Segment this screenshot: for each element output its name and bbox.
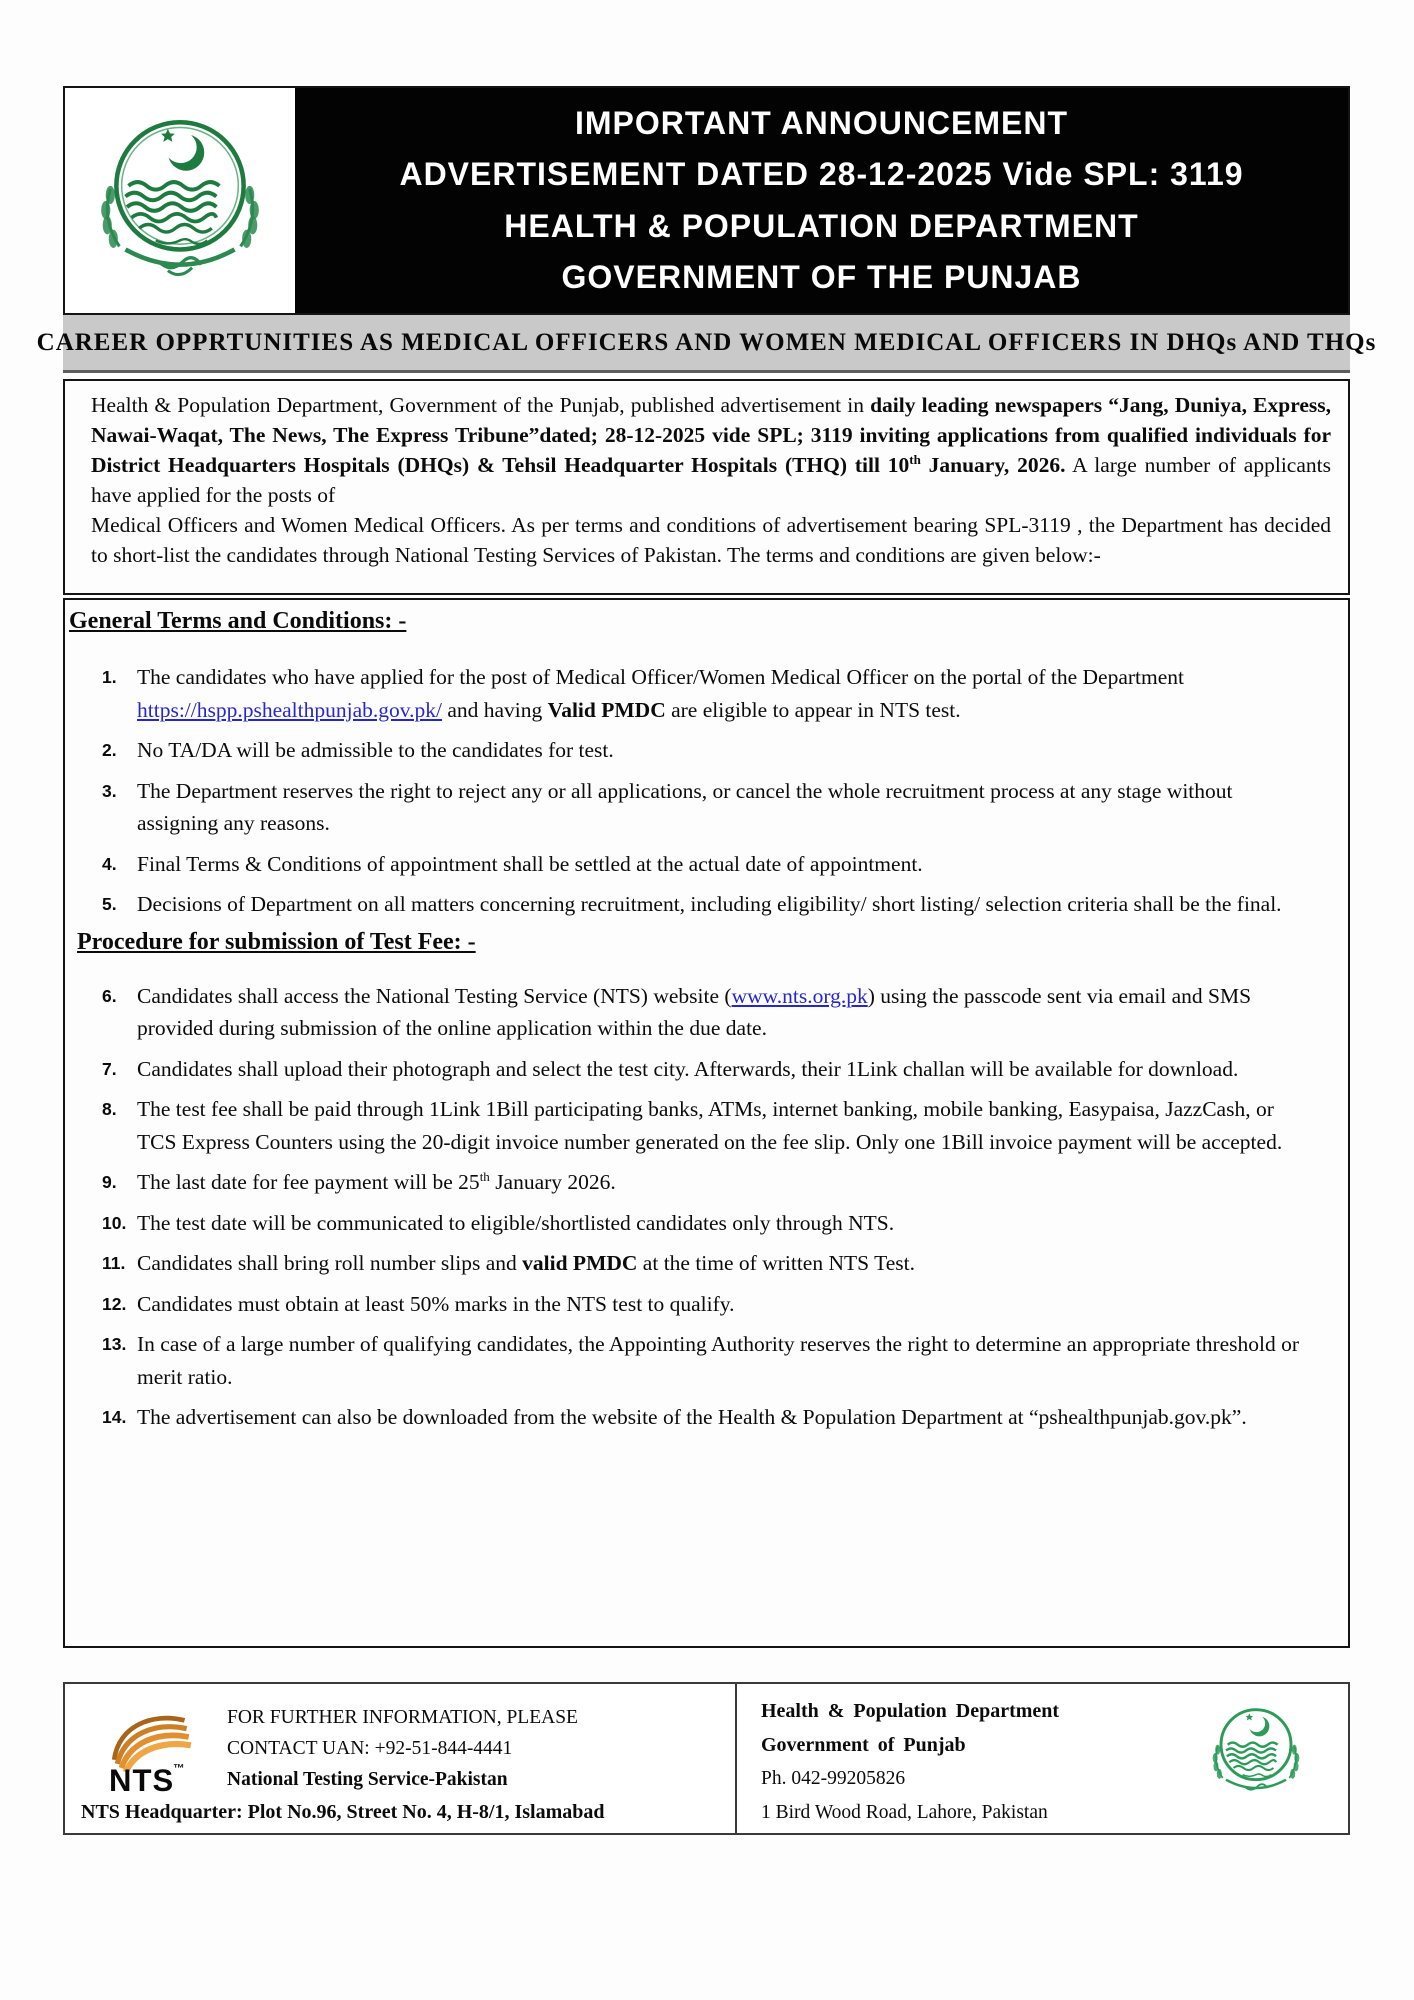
term-item [102,1053,1348,1086]
intro-paragraph [91,510,1331,570]
term-item [102,1288,1348,1321]
document-header [63,86,1350,315]
item-number: 13. [102,1334,127,1354]
term-text: The test fee shall be paid through 1Link 1Bill participating banks, ATMs, internet banking, mobile banking, Easypaisa, JazzCash, or TCS Express Counters using the 20-digit invoice number generated on the fee slip. Only one 1Bill invoice payment will be accepted. [137,1097,1283,1154]
item-number: 5. [102,894,117,914]
nts-headquarter-line: NTS Headquarter: Plot No.96, Street No. 4, H-8/1, Islamabad [81,1801,605,1823]
header-line: GOVERNMENT OF THE PUNJAB [561,258,1082,295]
nts-contact-lines [227,1702,578,1795]
item-number: 7. [102,1058,117,1079]
nts-contact-line: National Testing Service-Pakistan [227,1769,508,1790]
term-text: are eligible to appear in NTS test. [665,697,961,722]
intro-text: January, 2026. [920,453,1066,477]
item-number: 6. [102,985,117,1006]
nts-logo-icon [103,1708,203,1796]
item-number: 12. [102,1293,127,1314]
item-text [137,980,1317,1045]
term-item [102,1207,1348,1240]
item-text [137,1166,1317,1199]
item-number: 4. [102,853,117,874]
footer-department-cell [737,1684,1348,1833]
department-contact-line: 1 Bird Wood Road, Lahore, Pakistan [761,1802,1048,1823]
department-contact-line: Ph. 042-99205826 [761,1768,906,1789]
header-line: ADVERTISEMENT DATED 28-12-2025 Vide SPL: 3119 [399,156,1244,193]
term-text: The candidates who have applied for the post of Medical Officer/Women Medical Officer on the portal of the Department [137,665,1185,689]
term-text: Candidates must obtain at least 50% marks in the NTS test to qualify. [137,1291,735,1316]
item-number: 1. [102,667,117,687]
term-text: ) using the passcode sent via email and SMS provided during submission of the online application within the due date. [137,983,1252,1040]
item-text [137,1207,1317,1240]
procedure-list [65,956,1348,1434]
term-item [102,1328,1348,1393]
item-number: 14. [102,1407,127,1427]
term-text: January 2026. [489,1170,616,1194]
item-number: 8. [102,1099,117,1119]
intro-paragraph [91,390,1331,510]
item-number: 11. [102,1253,126,1273]
term-item [102,980,1348,1045]
item-number: 10. [102,1212,127,1233]
term-text: In case of a large number of qualifying candidates, the Appointing Authority reserves the right to determine an appropriate threshold or merit ratio. [137,1332,1300,1389]
footer-nts-cell [65,1684,737,1833]
header-line: IMPORTANT ANNOUNCEMENT [574,105,1069,142]
term-text: Candidates shall access the National Testing Service (NTS) website ( [137,983,732,1008]
term-link[interactable]: www.nts.org.pk [731,983,868,1008]
item-text [137,1328,1317,1393]
intro-paragraph-box [63,379,1350,595]
term-item [102,888,1348,921]
nts-contact-line: CONTACT UAN: +92-51-844-4441 [227,1738,513,1759]
item-number: 3. [102,780,117,801]
term-text: Candidates shall bring roll number slips and [137,1251,523,1275]
item-text [137,888,1317,921]
item-text [137,848,1317,881]
term-item [102,1401,1348,1434]
procedure-heading: Procedure for submission of Test Fee: - [77,928,476,955]
term-text: at the time of written NTS Test. [637,1251,915,1275]
item-text [137,1288,1317,1321]
item-text [137,661,1317,726]
header-logo-box [65,88,295,313]
term-item [102,1093,1348,1158]
header-line: HEALTH & POPULATION DEPARTMENT [504,207,1139,244]
term-item [102,1166,1348,1199]
term-text: The Department reserves the right to reject any or all applications, or cancel the whole recruitment process at any stage without assigning any reasons. [137,778,1233,835]
item-text [137,1093,1317,1158]
punjab-government-crest-icon [1206,1698,1306,1808]
svg-text:NTS: NTS [109,1762,175,1796]
term-text: Final Terms & Conditions of appointment shall be settled at the actual date of appointment. [137,851,923,876]
term-item [102,1247,1348,1280]
term-item [102,775,1348,840]
department-contact-line: Health & Population Department [761,1700,1060,1722]
item-number: 2. [102,740,117,760]
term-item [102,661,1348,726]
term-item [102,848,1348,881]
item-text [137,734,1317,767]
punjab-government-crest-icon [85,101,275,301]
intro-text: A large number of applicants have applied for the posts of [91,453,1331,507]
term-text: and having [441,697,548,722]
footer-contact-box [63,1682,1350,1835]
general-terms-list [65,635,1348,921]
term-text: The advertisement can also be downloaded from the website of the Health & Population Department at “pshealthpunjab.gov.pk”. [137,1405,1247,1429]
nts-contact-line: FOR FURTHER INFORMATION, PLEASE [227,1707,578,1728]
term-text: Decisions of Department on all matters concerning recruitment, including eligibility/ short listing/ selection criteria shall be the final. [137,892,1282,916]
term-text: Candidates shall upload their photograph and select the test city. Afterwards, their 1Link challan will be available for download. [137,1056,1239,1081]
term-link[interactable]: https://hspp.pshealthpunjab.gov.pk/ [137,697,442,722]
item-text [137,1401,1317,1434]
item-number: 9. [102,1172,117,1192]
item-text [137,775,1317,840]
term-text: The test date will be communicated to eligible/shortlisted candidates only through NTS. [137,1210,895,1235]
item-text [137,1247,1317,1280]
term-text: The last date for fee payment will be 25 [137,1170,480,1194]
general-terms-heading: General Terms and Conditions: - [69,608,407,634]
term-item [102,734,1348,767]
term-text: valid PMDC [522,1251,638,1275]
header-title-block [295,88,1348,313]
term-text: No TA/DA will be admissible to the candidates for test. [137,738,614,762]
department-contact-line: Government of Punjab [761,1734,966,1756]
terms-and-conditions-box [63,598,1350,1648]
term-superscript: th [479,1168,490,1184]
svg-text:™: ™ [173,1763,185,1776]
career-banner: CAREER OPPRTUNITIES AS MEDICAL OFFICERS AND WOMEN MEDICAL OFFICERS IN DHQs AND THQs [63,315,1350,373]
intro-superscript: th [909,451,921,467]
term-text: Valid PMDC [547,697,666,722]
intro-text: daily leading newspapers “Jang, Duniya, Express, Nawai-Waqat, The News, The Express Tribune”dated; 28-12-2025 vide SPL; 3119 inviting applications from qualified individuals for District Headquarters Hospitals (DHQs) & Tehsil Headquarter Hospitals (THQ) till 10 [91,393,1332,477]
item-text [137,1053,1317,1086]
intro-text: Health & Population Department, Government of the Punjab, published advertisement in [91,393,871,417]
intro-text: Medical Officers and Women Medical Officers. As per terms and conditions of advertisement bearing SPL-3119 , the Department has decided to short-list the candidates through National Testing Services of Pakistan. The terms and conditions are given below:- [91,513,1331,567]
